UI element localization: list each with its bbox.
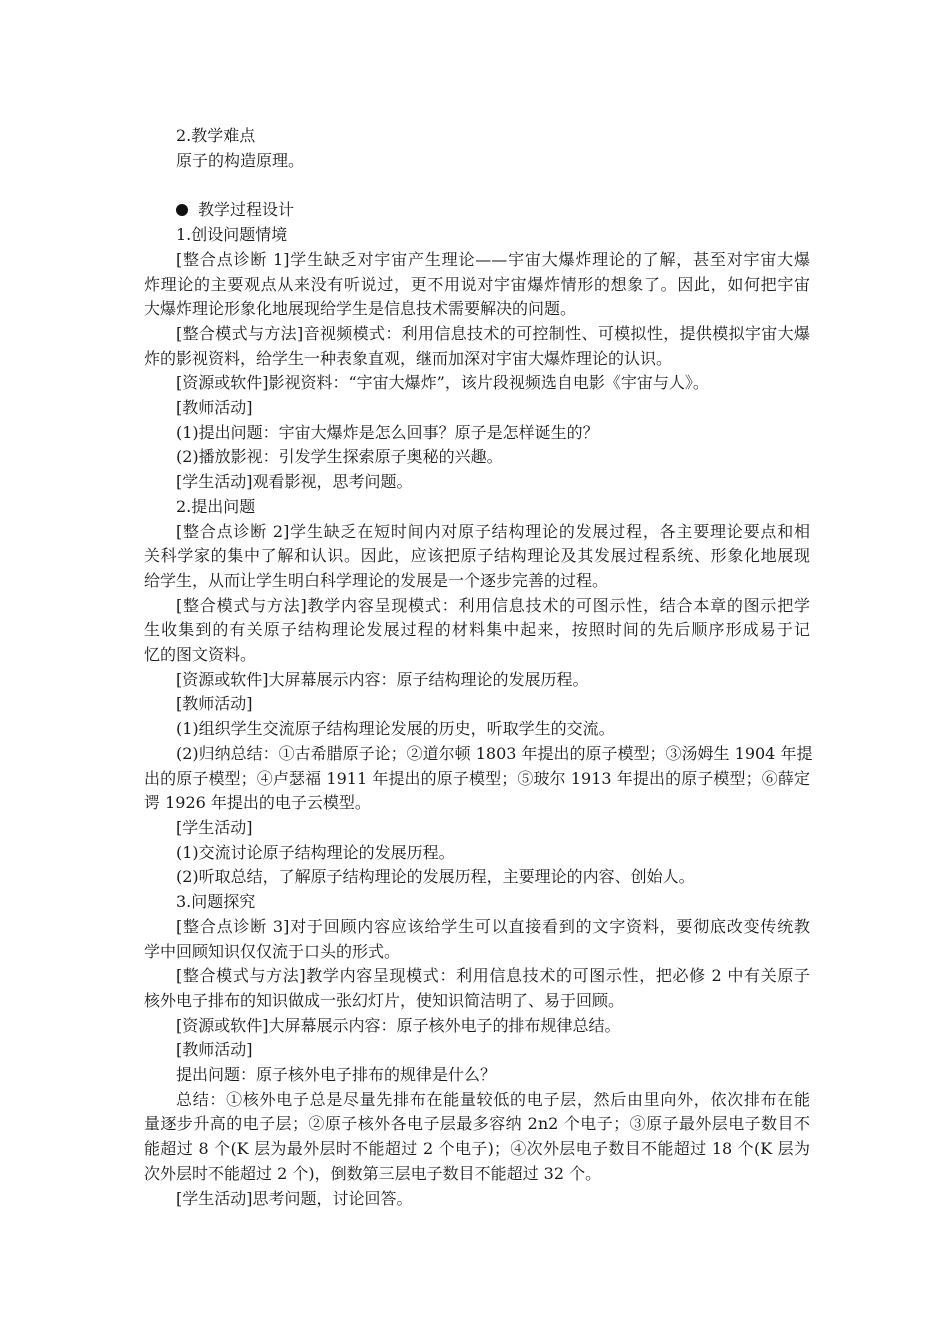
teacher-activity-item-3: (1)组织学生交流原子结构理论发展的历史，听取学生的交流。 (176, 719, 615, 739)
difficulty-text: 原子的构造原理。 (176, 150, 305, 170)
paragraph-mode-2: [整合模式与方法]教学内容呈现模式：利用信息技术的可图示性，结合本章的图示把学 生收集到的有关原子结构理论发展过程的材料集中起来，按照时间的先后顺序形成易于记 忆的图文资料。 (144, 595, 810, 665)
teacher-activity-label-1: [教师活动] (176, 398, 253, 418)
section-heading-difficulty: 2.教学难点 (176, 126, 256, 145)
resource-3: [资源或软件]大屏幕展示内容：原子核外电子的排布规律总结。 (176, 1015, 621, 1035)
paragraph-mode-3: [整合模式与方法]教学内容呈现模式：利用信息技术的可图示性，把必修 2 中有关原子 核外电子排布的知识做成一张幻灯片，使知识简洁明了、易于回顾。 (144, 966, 810, 1010)
teacher-activity-item-2: (2)播放影视：引发学生探索原子奥秘的兴趣。 (176, 447, 503, 467)
paragraph-mode-1: [整合模式与方法]音视频模式：利用信息技术的可控制性、可模拟性，提供模拟宇宙大爆 炸的影视资料，给学生一种表象直观，继而加深对宇宙大爆炸理论的认识。 (144, 323, 810, 368)
student-activity-item-2: (2)听取总结，了解原子结构理论的发展历程，主要理论的内容、创始人。 (176, 867, 695, 887)
paragraph-diagnosis-3: [整合点诊断 3]对于回顾内容应该给学生可以直接看到的文字资料，要彻底改变传统教 学中回顾知识仅仅流于口头的形式。 (144, 916, 810, 961)
bullet-icon (176, 204, 188, 216)
subheading-3: 3.问题探究 (176, 892, 256, 912)
paragraph-electron-rules: 总结：①核外电子总是尽量先排布在能量较低的电子层，然后由里向外，依次排布在能 量逐步升高的电子层；②原子核外各电子层最多容纳 2n2 个电子；③原子最外层电子数目不 能超过 8 个(K 层为最外层时不能超过 2 个电子)；④次外层电子数目不能超过 18 个(K 层为 次外层时不能超过 2 个)，倒数第三层电子数目不能超过 32 个。 (144, 1089, 810, 1183)
student-activity-1: [学生活动]观看影视，思考问题。 (176, 472, 413, 492)
student-activity-label-2: [学生活动] (176, 817, 253, 837)
teacher-activity-item-1: (1)提出问题：宇宙大爆炸是怎么回事？原子是怎样诞生的？ (176, 422, 599, 442)
paragraph-summary-models: (2)归纳总结：①古希腊原子论；②道尔顿 1803 年提出的原子模型；③汤姆生 1904 年提 出的原子模型；④卢瑟福 1911 年提出的原子模型；⑤玻尔 1913 年提出的原子模型；⑥薛定 谔 1926 年提出的电子云模型。 (144, 743, 813, 813)
document-page (144, 124, 813, 1211)
question-text: 提出问题：原子核外电子排布的规律是什么？ (176, 1065, 497, 1085)
subheading-1: 1.创设问题情境 (176, 225, 288, 245)
section-heading-process: 教学过程设计 (144, 198, 810, 223)
teacher-activity-label-2: [教师活动] (176, 694, 253, 714)
subheading-2: 2.提出问题 (176, 496, 256, 516)
student-activity-item-1: (1)交流讨论原子结构理论的发展历程。 (176, 842, 455, 862)
resource-2: [资源或软件]大屏幕展示内容：原子结构理论的发展历程。 (176, 669, 589, 689)
paragraph-diagnosis-2: [整合点诊断 2]学生缺乏在短时间内对原子结构理论的发展过程，各主要理论要点和相 关科学家的集中了解和认识。因此，应该把原子结构理论及其发展过程系统、形象化地展现 给学生，从而让学生明白科学理论的发展是一个逐步完善的过程。 (144, 521, 810, 590)
resource-1: [资源或软件]影视资料：“宇宙大爆炸”，该片段视频选自电影《宇宙与人》。 (176, 373, 709, 393)
spacer (144, 173, 810, 198)
student-activity-3: [学生活动]思考问题，讨论回答。 (176, 1188, 413, 1208)
teacher-activity-label-3: [教师活动] (176, 1040, 253, 1060)
paragraph-diagnosis-1: [整合点诊断 1]学生缺乏对宇宙产生理论——宇宙大爆炸理论的了解，甚至对宇宙大爆 炸理论的主要观点从来没有听说过，更不用说对宇宙爆炸情形的想象了。因此，如何把宇宙 大爆炸理论形象化地展现给学生是信息技术需要解决的问题。 (144, 249, 810, 319)
